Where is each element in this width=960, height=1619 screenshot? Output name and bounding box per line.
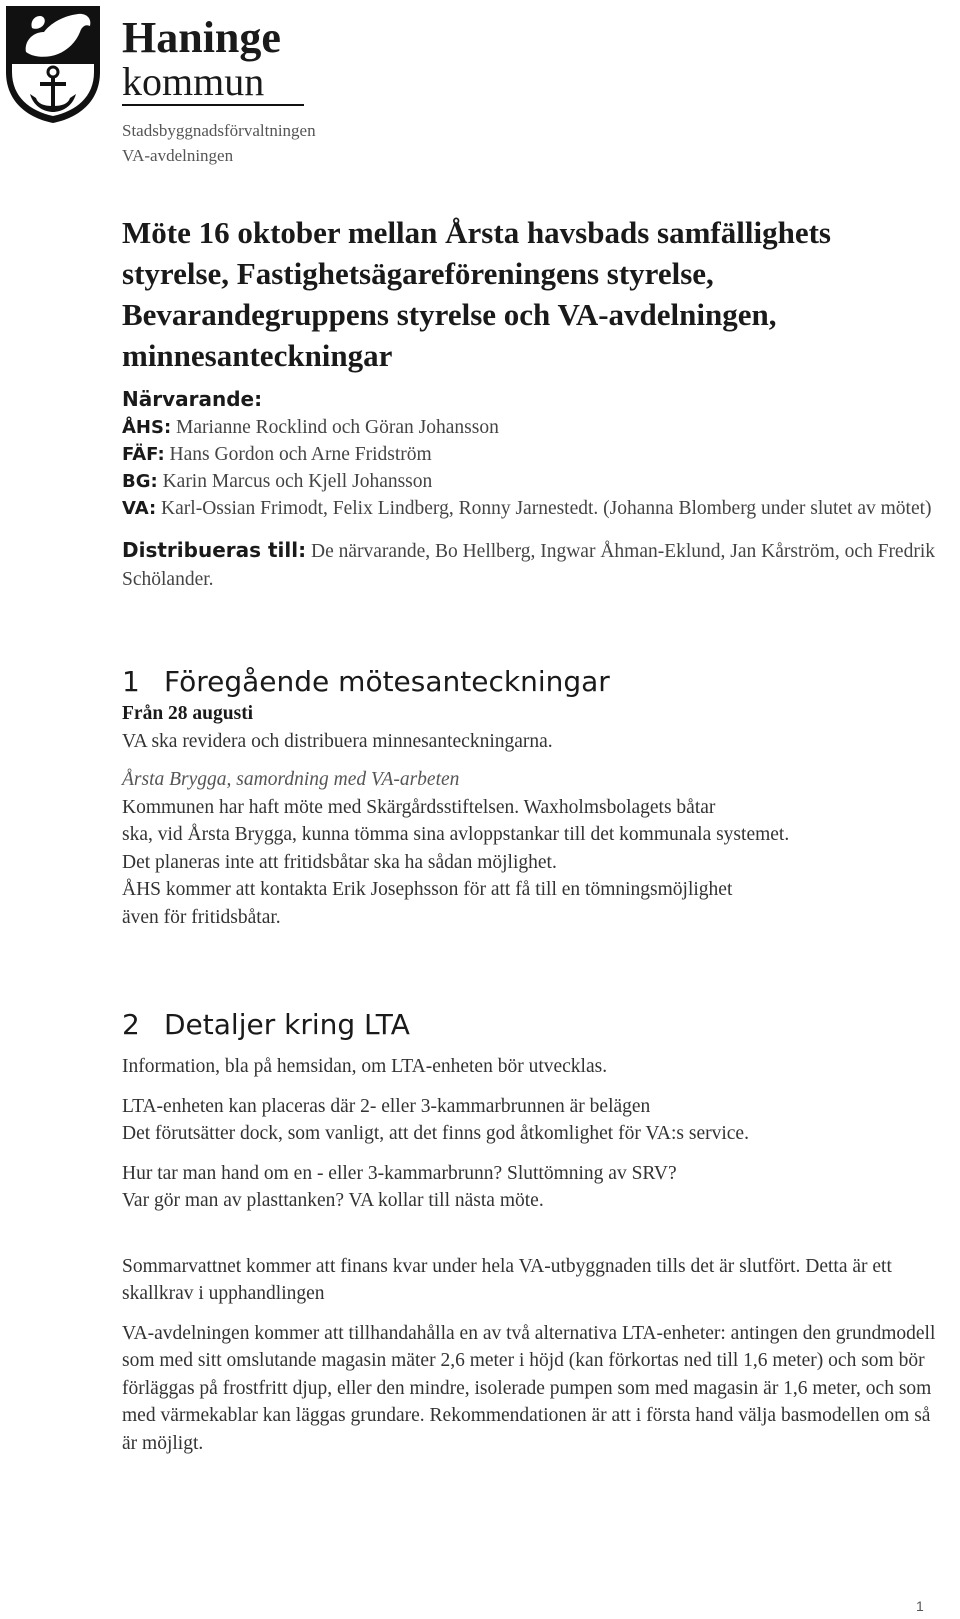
subheading: Från 28 augusti bbox=[122, 703, 254, 724]
document-body bbox=[122, 212, 937, 1457]
section-number: 2 bbox=[122, 1008, 140, 1041]
section-number: 1 bbox=[122, 665, 140, 698]
section-title: Föregående mötesanteckningar bbox=[164, 665, 610, 698]
distribution-block bbox=[122, 536, 937, 594]
attendee-row bbox=[122, 468, 937, 495]
paragraph-line: Kommunen har haft möte med Skärgårdsstiftelsen. Waxholmsbolagets båtar bbox=[122, 796, 716, 818]
attendee-names: Marianne Rocklind och Göran Johansson bbox=[176, 417, 499, 438]
section-heading bbox=[122, 1007, 937, 1043]
paragraph-line: ska, vid Årsta Brygga, kunna tömma sina avloppstankar till det kommunala systemet. bbox=[122, 824, 790, 845]
document-title: Möte 16 oktober mellan Årsta havsbads samfällighets styrelse, Fastighetsägareföreningens styrelse, Bevarandegruppens styrelse och VA-avdelningen, minnesanteckningar bbox=[122, 215, 831, 373]
attendee-names: Hans Gordon och Arne Fridström bbox=[169, 444, 432, 465]
attendee-row bbox=[122, 414, 937, 441]
paragraph: VA-avdelningen kommer att tillhandahålla en av två alternativa LTA-enheter: antingen den grundmodell som med sitt omslutande magasin mäter 2,6 meter i höjd (kan förkortas ned till 1,6 meter) och som bör förläggas på frostfritt djup, eller den mindre, isolerade pumpen som med magasin är 1,6 meter, och som med värmekablar kan läggas grundare. Rekommendationen är att i första hand välja basmodellen om så är möjligt. bbox=[122, 1322, 936, 1454]
section-lta-details bbox=[122, 1007, 937, 1457]
attendee-names: Karin Marcus och Kjell Johansson bbox=[162, 471, 433, 492]
section-title: Detaljer kring LTA bbox=[164, 1008, 410, 1041]
department-block bbox=[122, 118, 316, 168]
italic-subheading: Årsta Brygga, samordning med VA-arbeten bbox=[122, 768, 460, 790]
attendee-names: Karl-Ossian Frimodt, Felix Lindberg, Ronny Jarnestedt. (Johanna Blomberg under slutet av mötet) bbox=[161, 498, 932, 519]
paragraph-line: även för fritidsbåtar. bbox=[122, 906, 281, 928]
paragraph-line: Hur tar man hand om en - eller 3-kammarbrunn? Sluttömning av SRV? bbox=[122, 1162, 677, 1184]
page-number: 1 bbox=[916, 1598, 924, 1614]
paragraph: VA ska revidera och distribuera minnesanteckningarna. bbox=[122, 731, 553, 752]
distribution-list: De närvarande, Bo Hellberg, Ingwar Åhman-Eklund, Jan Kårström, och Fredrik Schölander. bbox=[122, 541, 935, 590]
section-heading bbox=[122, 664, 937, 700]
department-line: VA-avdelningen bbox=[122, 146, 234, 165]
paragraph-line: Det planeras inte att fritidsbåtar ska ha sådan möjlighet. bbox=[122, 851, 557, 873]
municipality-name: Haninge bbox=[122, 13, 281, 62]
section-previous-notes bbox=[122, 664, 937, 931]
attendee-row bbox=[122, 495, 937, 522]
attendee-row bbox=[122, 441, 937, 468]
attendees-heading: Närvarande: bbox=[122, 387, 263, 411]
paragraph-line: Det förutsätter dock, som vanligt, att det finns god åtkomlighet för VA:s service. bbox=[122, 1123, 749, 1144]
paragraph-line: Var gör man av plasttanken? VA kollar till nästa möte. bbox=[122, 1190, 544, 1211]
attendee-org: ÅHS: bbox=[122, 417, 172, 438]
distribution-label: Distribueras till: bbox=[122, 538, 307, 562]
municipality-word: kommun bbox=[122, 62, 304, 106]
attendee-org: FÄF: bbox=[122, 444, 165, 465]
coat-of-arms-logo bbox=[2, 2, 104, 126]
paragraph-line: ÅHS kommer att kontakta Erik Josephsson för att få till en tömningsmöjlighet bbox=[122, 879, 733, 900]
municipality-header bbox=[122, 14, 316, 168]
attendee-org: VA: bbox=[122, 498, 157, 519]
paragraph: Information, bla på hemsidan, om LTA-enheten bör utvecklas. bbox=[122, 1056, 608, 1077]
department-line: Stadsbyggnadsförvaltningen bbox=[122, 121, 316, 140]
attendees-block bbox=[122, 384, 937, 522]
paragraph-line: LTA-enheten kan placeras där 2- eller 3-kammarbrunnen är belägen bbox=[122, 1095, 651, 1117]
paragraph: Sommarvattnet kommer att finans kvar under hela VA-utbyggnaden tills det är slutfört. Detta är ett skallkrav i upphandlingen bbox=[122, 1255, 892, 1304]
attendee-org: BG: bbox=[122, 471, 158, 492]
